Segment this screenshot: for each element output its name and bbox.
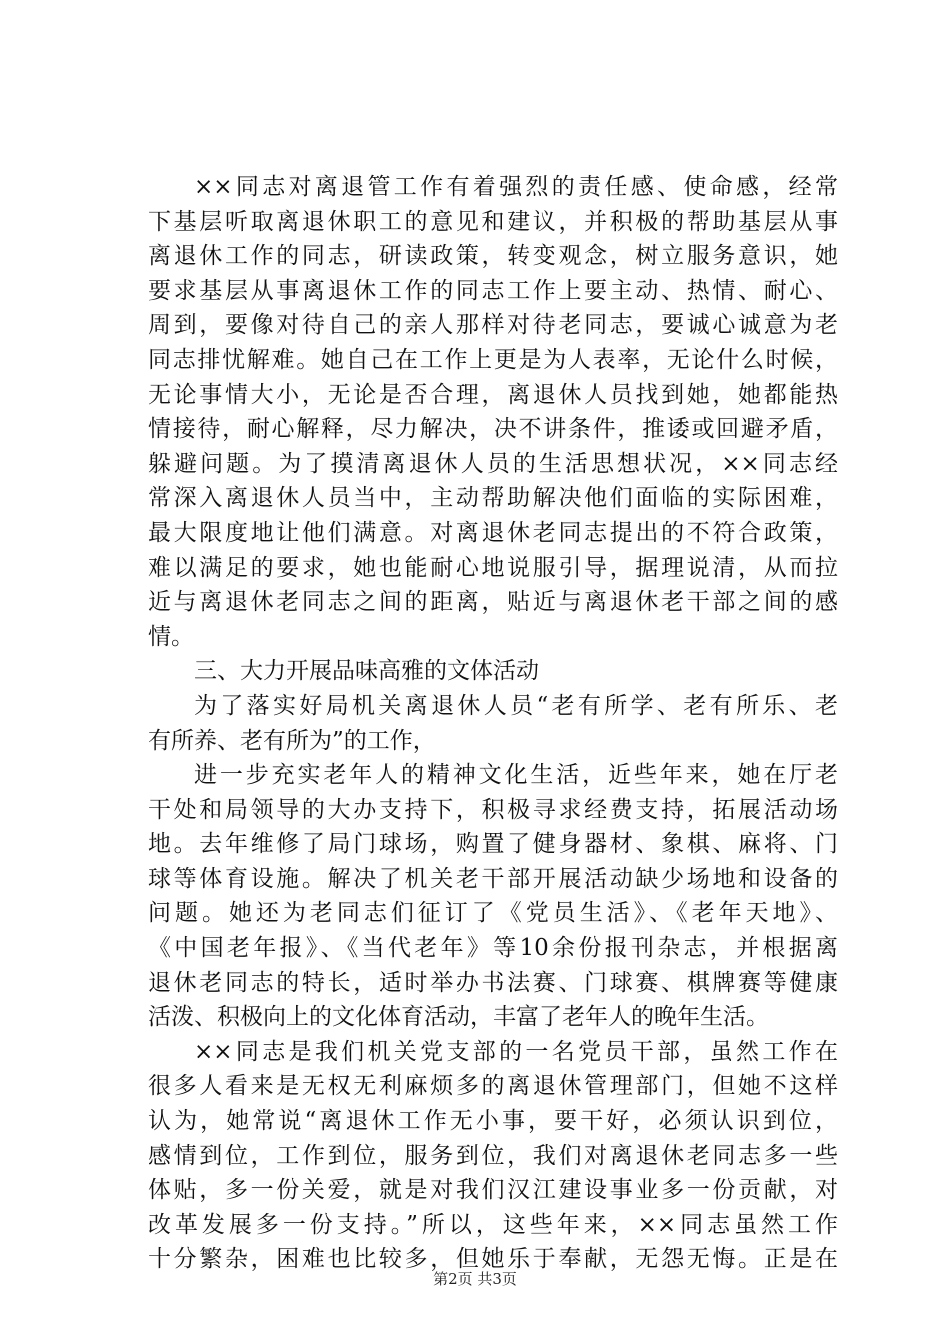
text-line: 三、大力开展品味高雅的文体活动 — [194, 658, 539, 685]
text-line: 常深入离退休人员当中，主动帮助解决他们面临的实际困难， — [148, 485, 838, 512]
text-line: 有所养、老有所为”的工作， — [148, 727, 436, 754]
text-line: 躲避问题。为了摸清离退休人员的生活思想状况，××同志经 — [148, 450, 838, 477]
text-line: 地。去年维修了局门球场，购置了健身器材、象棋、麻将、门 — [148, 831, 838, 858]
text-line: 最大限度地让他们满意。对离退休老同志提出的不符合政策， — [148, 519, 838, 546]
text-line: ××同志是我们机关党支部的一名党员干部，虽然工作在 — [194, 1038, 838, 1065]
text-line: 为了落实好局机关离退休人员“老有所学、老有所乐、老 — [194, 692, 838, 719]
text-line: 下基层听取离退休职工的意见和建议，并积极的帮助基层从事 — [148, 208, 838, 235]
text-line: 情接待，耐心解释，尽力解决，决不讲条件，推诿或回避矛盾， — [148, 416, 838, 443]
text-line: 感情到位，工作到位，服务到位，我们对离退休老同志多一些 — [148, 1142, 838, 1169]
text-line: 改革发展多一份支持。”所以，这些年来，××同志虽然工作 — [148, 1211, 838, 1238]
text-line: 进一步充实老年人的精神文化生活，近些年来，她在厅老 — [194, 762, 838, 789]
page-footer: 第2页 共3页 — [433, 1270, 517, 1288]
text-line: 球等体育设施。解决了机关老干部开展活动缺少场地和设备的 — [148, 865, 838, 892]
text-line: 无论事情大小，无论是否合理，离退休人员找到她，她都能热 — [148, 381, 838, 408]
text-line: 近与离退休老同志之间的距离，贴近与离退休老干部之间的感 — [148, 589, 838, 616]
text-line: 退休老同志的特长，适时举办书法赛、门球赛、棋牌赛等健康 — [148, 969, 838, 996]
text-line: 活泼、积极向上的文化体育活动，丰富了老年人的晚年生活。 — [148, 1004, 769, 1031]
text-line: 干处和局领导的大办支持下，积极寻求经费支持，拓展活动场 — [148, 796, 838, 823]
text-line: 同志排忧解难。她自己在工作上更是为人表率，无论什么时候， — [148, 346, 838, 373]
text-line: 问题。她还为老同志们征订了《党员生活》、《老年天地》、 — [148, 900, 838, 927]
text-line: 周到，要像对待自己的亲人那样对待老同志，要诚心诚意为老 — [148, 312, 838, 339]
text-line: 难以满足的要求，她也能耐心地说服引导，据理说清，从而拉 — [148, 554, 838, 581]
text-line: 情。 — [148, 623, 194, 650]
text-line: 离退休工作的同志，研读政策，转变观念，树立服务意识，她 — [148, 243, 838, 270]
text-line: 很多人看来是无权无利麻烦多的离退休管理部门，但她不这样 — [148, 1073, 838, 1100]
text-line: 体贴，多一份关爱，就是对我们汉江建设事业多一份贡献，对 — [148, 1177, 838, 1204]
text-line: 认为，她常说“离退休工作无小事，要干好，必须认识到位， — [148, 1108, 838, 1135]
text-line: ××同志对离退管工作有着强烈的责任感、使命感，经常 — [194, 174, 838, 200]
text-line: 十分繁杂，困难也比较多，但她乐于奉献，无怨无悔。正是在 — [148, 1246, 838, 1273]
body-text — [148, 170, 838, 1277]
text-line: 《中国老年报》、《当代老年》等10余份报刊杂志，并根据离 — [148, 935, 838, 962]
text-line: 要求基层从事离退休工作的同志工作上要主动、热情、耐心、 — [148, 277, 838, 304]
